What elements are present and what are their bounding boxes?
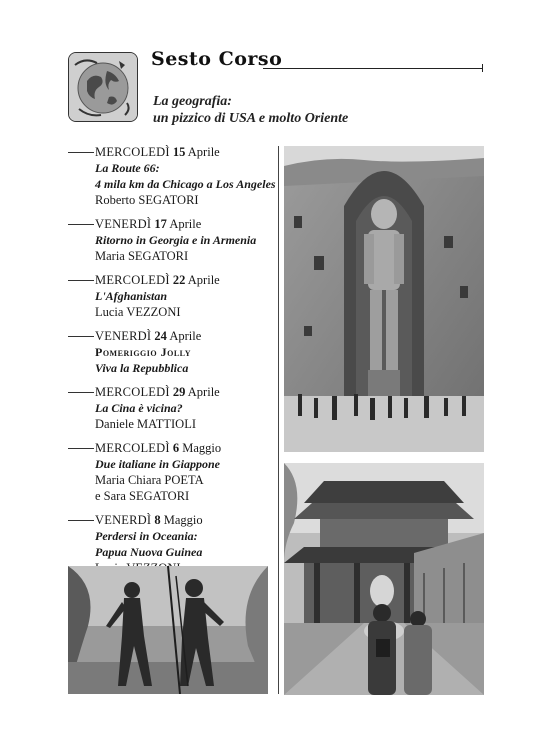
event-item — [68, 440, 278, 504]
event-date: MERCOLEDÌ 29 Aprile — [95, 385, 220, 399]
event-item — [68, 384, 278, 432]
event-rule — [68, 392, 94, 393]
schedule-list — [68, 144, 278, 584]
event-rule — [68, 448, 94, 449]
globe-icon — [69, 53, 137, 121]
course-subtitle — [153, 93, 348, 127]
event-special: Pomeriggio Jolly — [95, 345, 192, 359]
subtitle-line-2: un pizzico di USA e molto Oriente — [153, 111, 349, 126]
event-topic: Viva la Repubblica — [95, 361, 189, 375]
event-speaker: Maria SEGATORI — [95, 249, 189, 263]
event-date: VENERDÌ 24 Aprile — [95, 329, 202, 343]
course-title: Sesto Corso — [151, 48, 283, 70]
event-speaker: Roberto SEGATORI — [95, 193, 199, 207]
event-item — [68, 216, 278, 264]
title-rule — [263, 68, 483, 69]
column-divider — [278, 146, 279, 694]
event-topic: Papua Nuova Guinea — [95, 545, 203, 559]
event-speaker: Daniele MATTIOLI — [95, 417, 197, 431]
event-item — [68, 328, 278, 376]
event-date: MERCOLEDÌ 22 Aprile — [95, 273, 220, 287]
event-item — [68, 144, 278, 208]
event-topic: L'Afghanistan — [95, 289, 168, 303]
photo-papua-tribesmen — [68, 566, 268, 694]
subtitle-line-1: La geografia: — [153, 94, 232, 109]
event-rule — [68, 152, 94, 153]
event-rule — [68, 520, 94, 521]
title-rule-cap — [482, 64, 483, 72]
event-speaker: Lucia VEZZONI — [95, 305, 181, 319]
event-rule — [68, 280, 94, 281]
event-speaker: e Sara SEGATORI — [95, 489, 190, 503]
event-topic: Ritorno in Georgia e in Armenia — [95, 233, 257, 247]
event-date: VENERDÌ 17 Aprile — [95, 217, 202, 231]
photo-bamiyan-buddha — [284, 146, 484, 452]
event-topic: Perdersi in Oceania: — [95, 529, 198, 543]
event-date: MERCOLEDÌ 6 Maggio — [95, 441, 222, 455]
event-date: MERCOLEDÌ 15 Aprile — [95, 145, 220, 159]
event-date: VENERDÌ 8 Maggio — [95, 513, 203, 527]
event-rule — [68, 224, 94, 225]
event-item — [68, 272, 278, 320]
event-rule — [68, 336, 94, 337]
event-speaker: Maria Chiara POETA — [95, 473, 204, 487]
globe-logo — [68, 52, 138, 122]
event-topic: Due italiane in Giappone — [95, 457, 221, 471]
event-topic: La Route 66: — [95, 161, 160, 175]
event-topic: 4 mila km da Chicago a Los Angeles — [95, 177, 276, 191]
event-topic: La Cina è vicina? — [95, 401, 183, 415]
photo-japanese-temple — [284, 463, 484, 695]
